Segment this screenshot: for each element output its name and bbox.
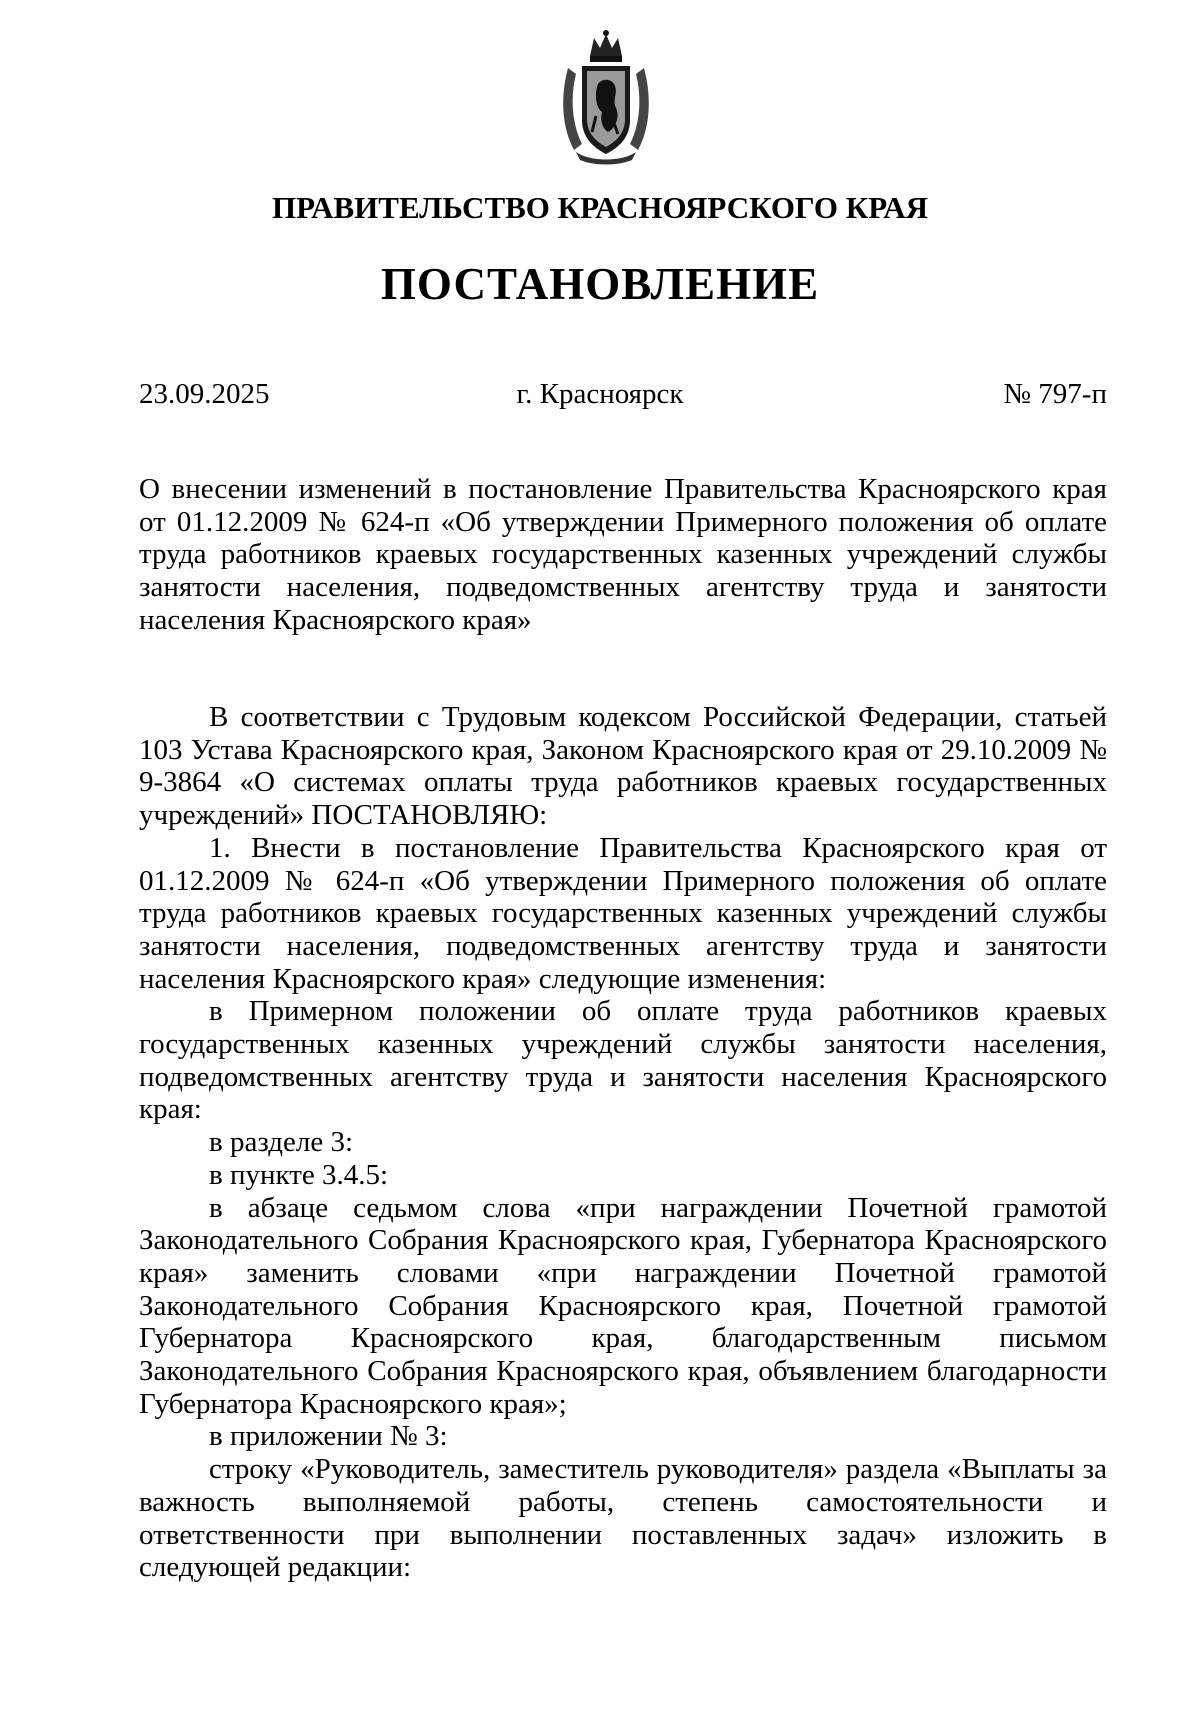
organization-name: ПРАВИТЕЛЬСТВО КРАСНОЯРСКОГО КРАЯ <box>272 190 928 225</box>
paragraph-section-3: в разделе 3: <box>209 1126 354 1159</box>
paragraph-row-edit: строку «Руководитель, заместитель руководителя» раздела «Выплаты за важность выполняемой работы, степень самостоятельности и ответственности при выполнении поставленных задач» изложить в следующей редакции: <box>139 1453 1107 1584</box>
paragraph-clause-3-4-5: в пункте 3.4.5: <box>209 1158 389 1191</box>
document-title-block <box>139 473 1107 637</box>
paragraph-item-1: 1. Внести в постановление Правительства Красноярского края от 01.12.2009 № 624-п «Об утверждении Примерного положения об оплате труда работников краевых государственных казенных учреждений службы занятости населения, подведомственных агентству труда и занятости населения Красноярского края» следующие изменения: <box>139 831 1107 995</box>
paragraph-preamble: В соответствии с Трудовым кодексом Российской Федерации, статьей 103 Устава Красноярского края, Законом Красноярского края от 29.10.2009 № 9-3864 «О системах оплаты труда работников краевых государственных учреждений» ПОСТАНОВЛЯЮ: <box>139 701 1107 832</box>
document-title: О внесении изменений в постановление Правительства Красноярского края от 01.12.2009 № 624-п «Об утверждении Примерного положения об оплате труда работников краевых государственных казенных учреждений службы занятости населения, подведомственных агентству труда и занятости населения Красноярского края» <box>139 473 1107 636</box>
krasnoyarsk-coat-of-arms-icon <box>560 28 652 166</box>
paragraph-appendix-3: в приложении № 3: <box>209 1420 448 1453</box>
paragraph-seventh-indent: в абзаце седьмом слова «при награждении Почетной грамотой Законодательного Собрания Красноярского края, Губернатора Красноярского края» заменить словами «при награждении Почетной грамотой Законодательного Собрания Красноярского края, Почетной грамотой Губернатора Красноярского края, благодарственным письмом Законодательного Собрания Красноярского края, объявлением благодарности Губернатора Красноярского края»; <box>139 1191 1107 1420</box>
document-type: ПОСТАНОВЛЕНИЕ <box>380 259 820 309</box>
document-number: № 797-п <box>1003 378 1107 410</box>
paragraph-model-regulation: в Примерном положении об оплате труда работников краевых государственных казенных учреждений службы занятости населения, подведомственных агентству труда и занятости населения Красноярского края: <box>139 995 1107 1126</box>
document-body <box>139 701 1107 1584</box>
document-date: 23.09.2025 <box>139 378 270 410</box>
document-city: г. Красноярск <box>516 378 684 410</box>
